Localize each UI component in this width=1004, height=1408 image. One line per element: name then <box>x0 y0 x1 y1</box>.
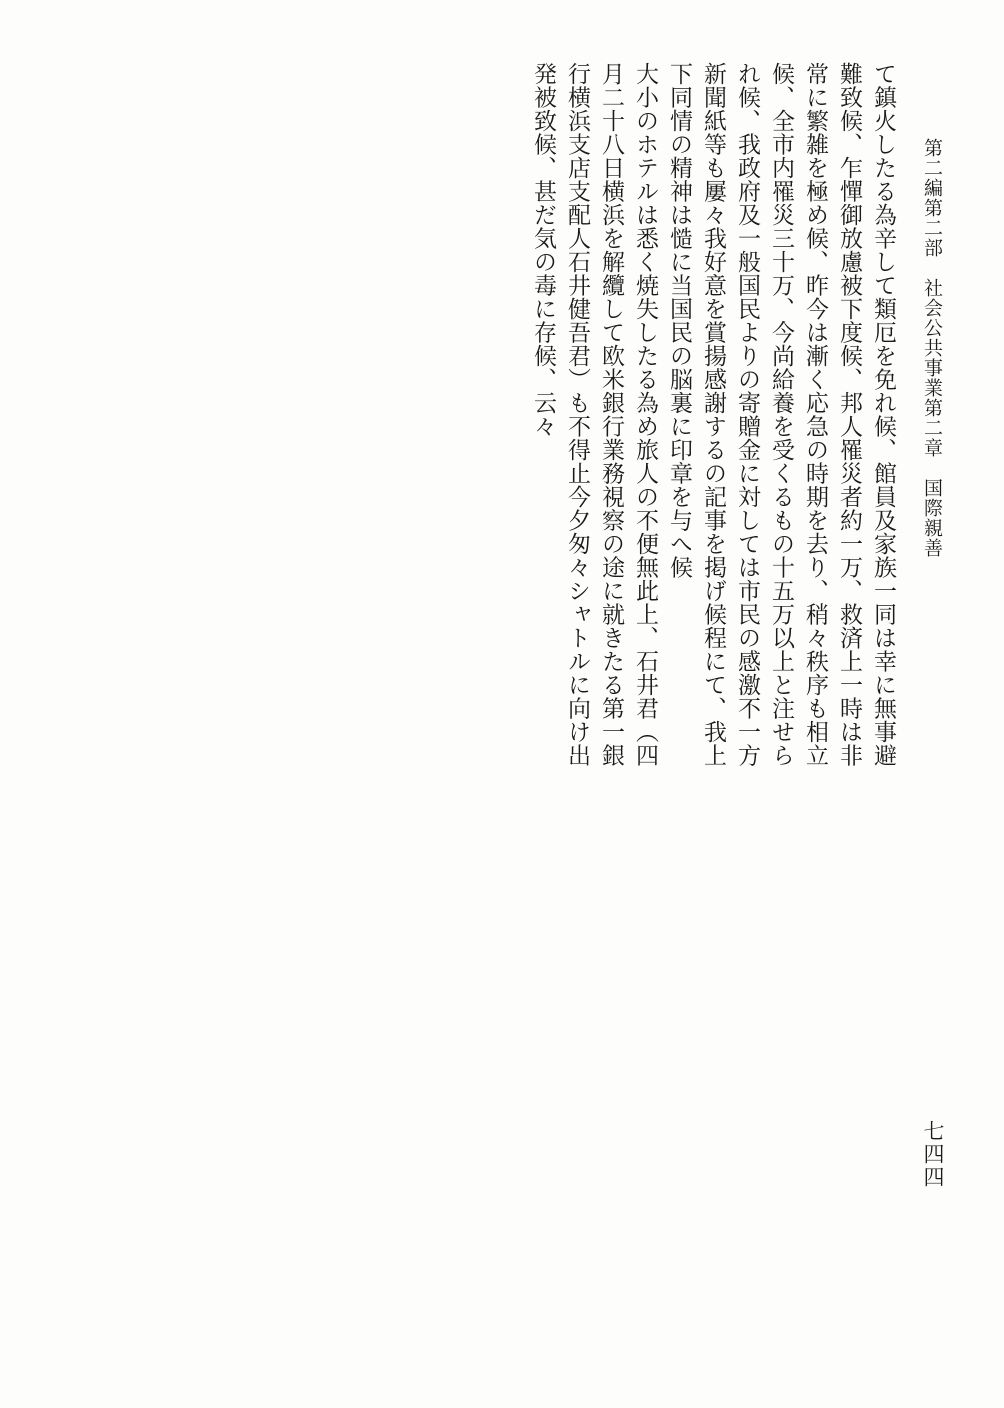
text-line: 新聞紙等も屢々我好意を賞揚感謝するの記事を掲げ候程にて、我上 <box>700 62 726 767</box>
running-head-section: 社会公共事業 <box>921 278 943 398</box>
text-line: 月二十八日横浜を解纜して欧米銀行業務視察の途に就きたる第一銀 <box>598 62 624 767</box>
running-head-title: 国際親善 <box>921 478 943 558</box>
text-line: 行横浜支店支配人石井健吾君）も不得止今夕匆々シャトルに向け出 <box>564 62 590 767</box>
text-line: て鎮火したる為辛して類厄を免れ候、館員及家族一同は幸に無事避 <box>870 62 896 767</box>
body-text <box>526 62 900 767</box>
running-head-part: 第二編 <box>921 138 943 198</box>
page-number: 七四四 <box>921 1120 945 1189</box>
running-head <box>916 138 948 638</box>
text-line: 大小のホテルは悉く焼失したる為め旅人の不便無此上、石井君（四 <box>632 62 658 767</box>
running-head-chapter: 第二章 <box>921 398 943 458</box>
text-line: 常に繁雑を極め候、昨今は漸く応急の時期を去り、稍々秩序も相立 <box>802 62 828 767</box>
running-head-division: 第二部 <box>921 198 943 258</box>
text-line: 難致候、乍憚御放慮被下度候、邦人罹災者約一万、救済上一時は非 <box>836 62 862 767</box>
text-line: 発被致候、甚だ気の毒に存候、云々 <box>530 62 556 438</box>
text-line: れ候、我政府及一般国民よりの寄贈金に対しては市民の感激不一方 <box>734 62 760 767</box>
text-line: 下同情の精神は慥に当国民の脳裏に印章を与へ候 <box>666 62 692 579</box>
text-line: 候、全市内罹災三十万、今尚給養を受くるもの十五万以上と注せら <box>768 62 794 767</box>
